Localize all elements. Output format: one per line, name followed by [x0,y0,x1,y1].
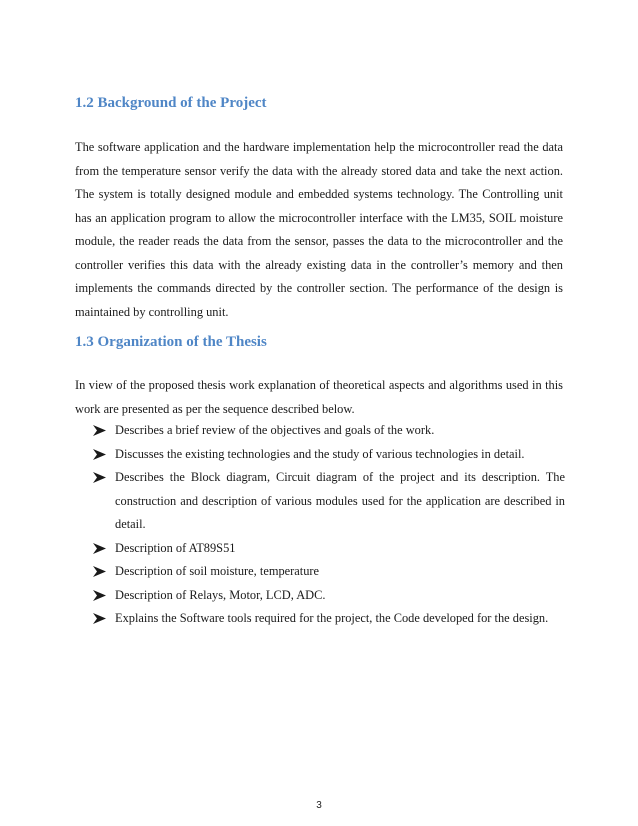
bullet-text: Explains the Software tools required for the project, the Code developed for the design. [115,611,549,625]
arrowhead-bullet-icon [93,613,106,624]
arrowhead-bullet-icon [93,543,106,554]
arrowhead-bullet-icon [93,449,106,460]
bullet-text: Describes the Block diagram, Circuit diagram of the project and its description. The construction and description of various modules used for the application are described in detail. [115,470,565,531]
organization-bullet-list [93,419,565,631]
arrowhead-bullet-icon [93,425,106,436]
organization-paragraph: In view of the proposed thesis work explanation of theoretical aspects and algorithms used in this work are presented as per the sequence described below. [75,378,563,416]
list-item [93,537,565,561]
page-number: 3 [316,800,322,811]
background-paragraph: The software application and the hardware implementation help the microcontroller read the data from the temperature sensor verify the data with the already stored data and take the next action. The system is totally designed module and embedded systems technology. The Controlling unit has an application program to allow the microcontroller interface with the LM35, SOIL moisture module, the reader reads the data from the sensor, passes the data to the microcontroller and the controller verifies this data with the already existing data in the controller’s memory and then implements the commands directed by the controller section. The performance of the design is maintained by controlling unit. [75,140,563,319]
list-item [93,443,565,467]
list-item [93,560,565,584]
bullet-text: Discusses the existing technologies and the study of various technologies in detail. [115,446,525,461]
section-heading-background: 1.2 Background of the Project [75,95,267,111]
list-item [93,607,565,631]
bullet-text: Description of soil moisture, temperature [115,564,320,578]
arrowhead-bullet-icon [93,472,106,483]
arrowhead-bullet-icon [93,566,106,577]
bullet-text: Describes a brief review of the objectives and goals of the work. [115,423,435,437]
list-item [93,419,565,443]
list-item [93,584,565,608]
arrowhead-bullet-icon [93,590,106,601]
list-item [93,466,565,537]
bullet-text: Description of Relays, Motor, LCD, ADC. [115,587,326,602]
bullet-text: Description of AT89S51 [115,540,236,555]
section-heading-organization: 1.3 Organization of the Thesis [75,334,267,350]
